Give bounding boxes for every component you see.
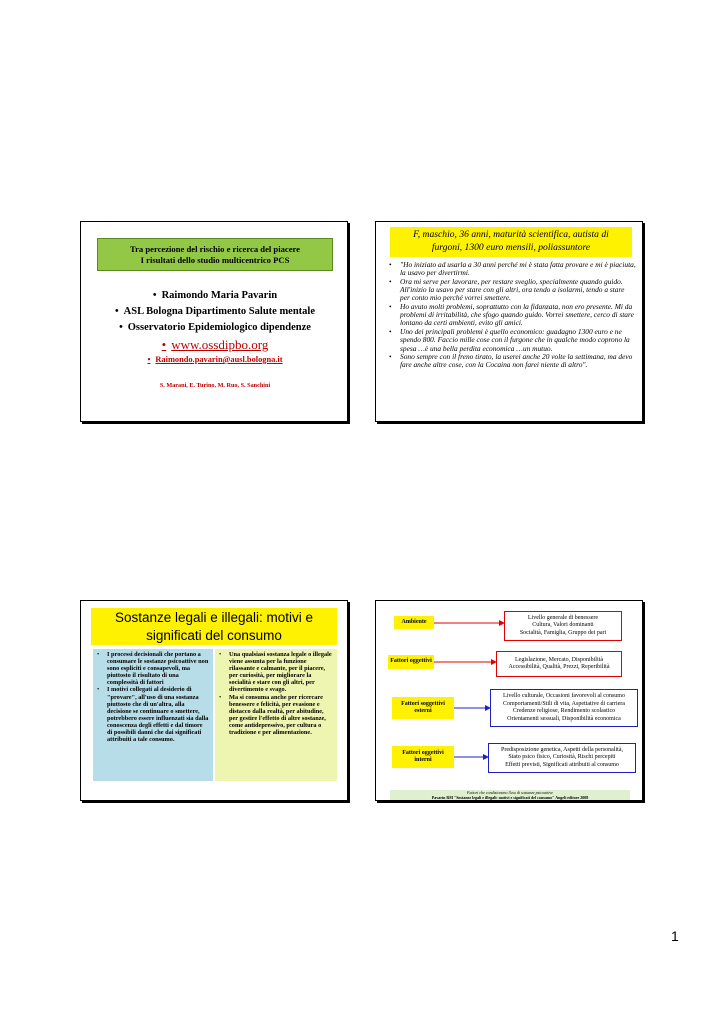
right-column [215,649,337,781]
email-link[interactable]: • Raimondo.pavarin@ausl.bologna.it [147,355,283,364]
case-header-line-2: furgoni, 1300 euro mensili, poliassuntore [431,241,591,253]
label-ambiente: Ambiente [394,616,434,629]
page-number: 1 [671,928,679,944]
box-ambiente: Livello generale di benessere Cultura, Valori dominanti Socialità, Famiglia, Gruppo dei pari [504,611,622,641]
header-line-1: Tra percezione del rischio e ricerca del piacere [130,244,300,254]
label-fattori-soggettivi-esterni: Fattori soggettivi esterni [392,697,454,719]
slide-header-box [97,238,333,271]
slide-factors-diagram [375,600,643,801]
slide-title: Sostanze legali e illegali: motivi e significati del consumo [91,608,337,645]
diagram-footnote [390,790,630,801]
right-bullet: • Ma si consuma anche per ricercare benessere e felicità, per evasione e distacco dalla realtà, per abitudine, per gestire l'effetto di altre sostanze, come antidepressivo, per cultura o tradizione e per alimentazione. [219,693,326,737]
footnote-line-2: Pavarin RM "Sostanze legali e illegali: motivi e significati del consumo" Angeli editore 2008 [431,795,589,800]
quote-item: • Sono sempre con il freno tirato, la userei anche 20 volte la settimana, ma devo fare anche altre cose, con la Cocaina non farei niente di altro". [389,352,633,370]
footnote-line-1: Fattori che condizionano l'uso di sostanze psicoattive [467,790,553,795]
quote-list [388,261,636,370]
slide-title-pcs [80,221,348,422]
quote-item: • Ora mi serve per lavorare, per restare sveglio, specialmente quando guido. All'inizio la usavo per stare con gli altri, ora tendo a isolarmi, tendo a stare per conto mio perché vorrei smettere. [389,276,625,303]
header-line-2: I risultati dello studio multicentrico PCS [140,255,290,265]
case-header [390,227,632,257]
box-fattori-oggettivi-interni: Predisposizione genetica, Aspetti della personalità, Stato psico fisico, Curiosità, Rischi percepiti Effetti previsti, Significati attribuiti al consumo [488,743,636,773]
left-bullet: • I processi decisionali che portano a consumare le sostanze psicoattive non sono espliciti e consapevoli, ma piuttosto il risultato di una complessità di fattori [97,651,209,687]
authors-line: S. Marani, E. Turino, M. Ruo, S. Sanchini [159,382,271,389]
slide-case-quote [375,221,643,422]
quote-item: • Ho avuto molti problemi, soprattutto con la fidanzata, non ero presente. Mi da problemi di irritabilità, che sfogo quando guido. Vorrei smettere, cerco di stare lontano da certi ambienti, evito gli amici. [389,302,634,328]
website-link[interactable]: • www.ossdipbo.org [161,337,269,352]
quote-item: • "Ho iniziato ad usarla a 30 anni perché mi è stata fatta provare e mi è piaciuta, la usavo per divertirmi. [389,260,636,278]
box-fattori-oggettivi: Legislazione, Mercato, Disponibilità Accessibilità, Qualità, Prezzi, Reperibilità [496,651,622,677]
label-fattori-oggettivi-interni: Fattori oggettivi interni [392,746,454,768]
left-bullet: • I motivi collegati al desiderio di "provare", all'uso di una sostanza piuttosto che di un'altra, alla decisione se continuare o smettere, potrebbero essere influenzati sia dalla conoscenza degli effetti e dal timore di possibili danni che dai significati attribuiti a tale consumo. [97,686,209,744]
right-bullet: • Una qualsiasi sostanza legale o illegale viene assunta per la funzione rilassante e calmante, per il piacere, per curiosità, per migliorare la socialità e stare con gli altri, per divertimento e svago. [219,651,332,694]
presenter-item: • Raimondo Maria Pavarin [152,290,278,301]
left-column [93,649,213,781]
quote-item: • Uno dei principali problemi è quello economico: guadagno 1300 euro e ne spendo 800. Faccio mille cose con il furgone che in qualche modo coprono la spesa …è una bella perdita economica …un mutuo. [389,327,630,353]
case-header-line-1: F, maschio, 36 anni, maturità scientifica, autista di [413,229,609,240]
box-fattori-soggettivi-esterni: Livello culturale, Occasioni favorevoli al consumo Comportamenti/Stili di vita, Aspettative di carriera Credenze religiose, Rendimento scolastico Orientamenti sessuali, Disponibilità economica [490,689,638,727]
label-fattori-oggettivi: Fattori oggettivi [388,655,434,669]
affiliation-item: • ASL Bologna Dipartimento Salute mentale [114,306,316,317]
presenter-list [81,288,348,367]
slide-motives [80,600,348,801]
observatory-item: • Osservatorio Epidemiologico dipendenze [119,322,311,333]
